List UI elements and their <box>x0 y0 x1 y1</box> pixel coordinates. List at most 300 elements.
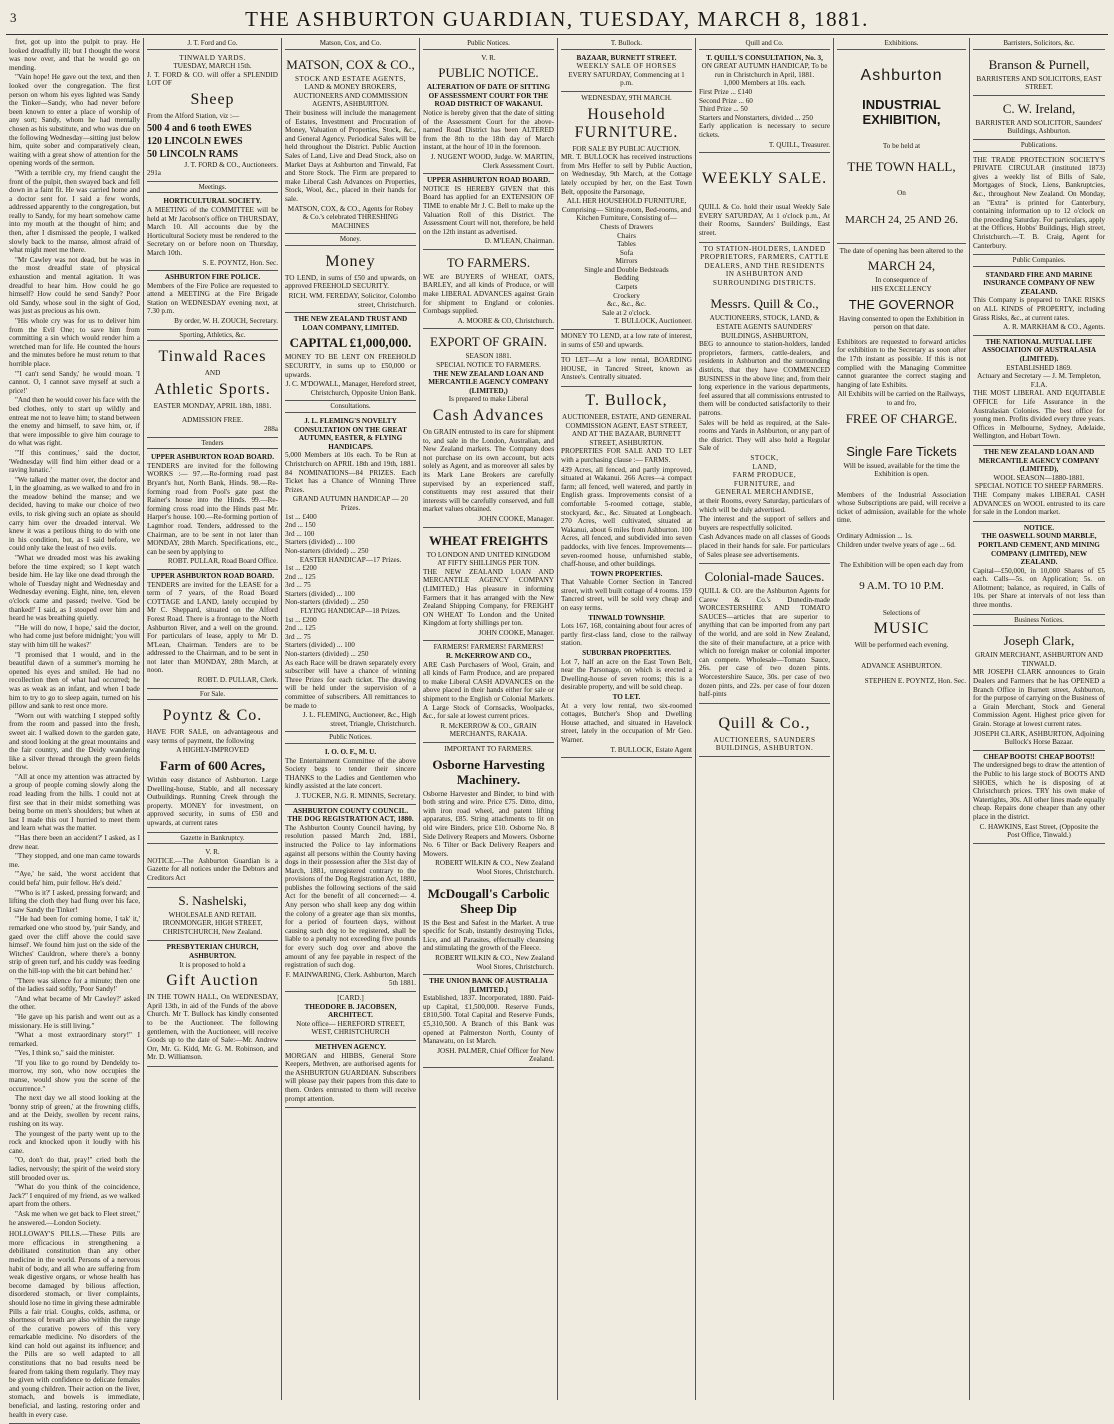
wheat-title: WHEAT FREIGHTS <box>428 532 549 548</box>
quill-consult-ad <box>699 52 830 154</box>
nzloan-title: THE NEW ZEALAND LOAN AND MERCANTILE AGENCY COMPANY (LIMITED,) <box>428 369 549 395</box>
prize-line: 3rd ... 100 <box>285 529 315 538</box>
column-8 <box>970 38 1108 1400</box>
grand-prizes <box>285 513 416 556</box>
road-board-2 <box>147 570 278 689</box>
tolet: TO LET—At a low rental, BOARDING HOUSE, in Tancred Street, known as Anstee's. Centrally situated. <box>561 356 692 382</box>
ireland-title: C. W. Ireland, <box>1002 100 1076 116</box>
osborne-title: Osborne Harvesting Machinery. <box>432 756 545 787</box>
story-paragraph: "'Has there been an accident?' I asked, as I drew near. <box>9 834 140 851</box>
nztrust-title: THE NEW ZEALAND TRUST AND LOAN COMPANY, LIMITED. <box>293 315 408 332</box>
story-paragraph: "What do you think of the coincidence, Jack?" I enquired of my friend, as we walked apart from the others. <box>9 1183 140 1209</box>
mckerrow-title: R. McKERROW AND CO., <box>445 652 532 661</box>
tolet2-body: At a very low rental, two six-roomed cottages, Butcher's Shop and Dwelling House attached, and situated in Havelock street, lately in the occupation of Mr Geo. Warner. <box>561 701 692 744</box>
notices-header-3: Public Notices. <box>285 732 416 744</box>
ford-lot-2: 120 LINCOLN EWES <box>147 135 243 147</box>
nzloan-wool-body: THE Company makes LIBERAL CASH ADVANCES on WOOL entrusted to its care for sale in the London market. <box>973 490 1105 517</box>
bazaar-title: BAZAAR, BURNETT STREET. <box>576 53 677 62</box>
quill-footer-ad <box>699 704 830 757</box>
bullock-title: T. Bullock, <box>585 392 668 409</box>
furniture-item: Chairs <box>617 231 636 240</box>
story-paragraph: "'Aye,' he said, 'the worst accident that could befa' him, puir fellow. He's deid.' <box>9 870 140 887</box>
flying-prizes <box>285 616 416 659</box>
masthead-rule <box>6 34 1108 35</box>
publications-header: Publications. <box>973 140 1105 152</box>
hort-sign: S. E. POYNTZ, Hon. Sec. <box>202 258 278 267</box>
osborne-body: Osborne Harvester and Binder, to bind with both string and wire. Price £75. Ditto, ditto, with iron road wheel, and patent lifting apparatus, £85. String attachments to fit on old wire Binders, price £10. Osborne No. 8 Side Delivery Reapers and Mowers. Osborne No. 6 Tilter or Back Delivery Reapers and Mowers. <box>423 789 554 858</box>
farm-title: Farm of 600 Acres, <box>159 758 266 774</box>
suburban-head: SUBURBAN PROPERTIES. <box>582 649 671 658</box>
rooms: at their Rooms, every Saturday, particulars of which will be duly advertised. <box>699 496 830 514</box>
fleming-body: 5,000 Members at 10s each. To be Run at Christchurch on APRIL 18th and 19th, 1881. 84 NOMINATIONS—84 PRIZES. Each Ticket has a Chance of Winning Three Prizes. <box>285 451 416 494</box>
nztrust-ad <box>285 313 416 401</box>
children-admission: Children under twelve years of age ... 6d. <box>837 540 956 549</box>
methven-title: METHVEN AGENCY. <box>315 1042 386 1051</box>
story-paragraph: "Ask me when we get back to Fleet street," he answered.—London Society. <box>9 1209 140 1227</box>
alter-vr: V. R. <box>481 53 496 62</box>
consented: Having consented to open the Exhibition in person on that date. <box>839 314 964 332</box>
quill-list <box>699 454 830 497</box>
sports-title: Athletic Sports. <box>154 380 271 398</box>
bank-ad <box>423 975 554 1068</box>
quill-consult: T. QUILL'S CONSULTATION, No. 3, <box>706 53 823 62</box>
column-2 <box>144 38 282 1400</box>
exhibition-dates: MARCH 24, 25 AND 26. <box>844 213 959 226</box>
easter-head: EASTER HANDICAP—17 Prizes. <box>299 555 402 564</box>
capital: CAPITAL £1,000,000. <box>289 335 412 351</box>
money-header: Money. <box>285 234 416 246</box>
on-label: On <box>897 189 906 198</box>
marble-body: Capital—£50,000, in 10,000 Shares of £5 each. Calls—5s. on Application; 5s. on Allotment; balance, as required, in Calls of 10s. per Share at intervals of not less than three months. <box>973 566 1105 610</box>
excellency: HIS EXCELLENCY <box>871 284 932 293</box>
exhibition-hours: 9 A.M. TO 10 P.M. <box>859 579 944 592</box>
boots-ad <box>973 751 1105 844</box>
exhibitors-note: Exhibitors are requested to forward articles for exhibition to the Secretary as soon after the 17th instant as possible. If this is not complied with the Managing Committee cannot guarantee the correct staging and hanging of late Exhibits. <box>837 337 966 389</box>
prize-line: Non-starters (divided) ... 250 <box>285 546 369 555</box>
farmers-sign: A. MOORE & CO, Christchurch. <box>457 316 554 325</box>
ford-date: TUESDAY, MARCH 15th. <box>173 62 252 71</box>
grand-head: GRAND AUTUMN HANDICAP — 20 Prizes. <box>292 495 409 512</box>
bullock-sub: AUCTIONEER, ESTATE, AND GENERAL COMMISSION AGENT, EAST STREET, AND AT THE BAZAAR, BURNETT STREET, ASHBURTON. <box>562 413 691 447</box>
advance-ashburton: ADVANCE ASHBURTON. <box>861 662 942 671</box>
holloway-text: HOLLOWAY'S PILLS.—These Pills are more efficacious in strengthening a debilitated constitution than any other medicine in the world. Persons of a nervous habit of body, and all who are suffering from weak digestive organs, or whose health has become damaged by bilious affection, disordered stomach, or liver complaints, should lose no time in giving these admirable Pills a fair trial. Coughs, colds, asthma, or shortness of breath are also within the range of the curative powers of this very remarkable medicine. No disorders of the kind can hold out against its influence; and the Pills are so well adapted to all constitutions that no bad results need be feared from taking them regularly. They may be given with confidence to delicate females and young children. Their action on the liver, stomach, and bowels is immediate, beneficial, and lasting, restoring order and health in every case. <box>9 1230 140 1419</box>
ordinary-admission: Ordinary Admission ... 1s. <box>837 532 913 541</box>
races-title: Tinwald Races <box>158 348 267 366</box>
prize-line: 3rd ... 75 <box>285 581 311 590</box>
moneylend: MONEY TO LEND, at a low rate of interest, in sums of £50 and upwards. <box>561 332 692 349</box>
town-body: That Valuable Corner Section in Tancred street, with well built cottage of 4 rooms. 159 Tancred street, will be sold very cheap and on easy terms. <box>561 578 692 613</box>
matson-sign: MATSON, COX, & CO., Agents for Robey & Co.'s celebrated THRESHING MACHINES <box>287 204 414 230</box>
tinwald-head: TINWALD TOWNSHIP. <box>588 613 665 622</box>
export-ad <box>423 329 554 527</box>
trade-body: THE TRADE PROTECTION SOCIETY'S PRIVATE CIRCULAR (instituted 1873) gives a weekly list of Bills of Sale, Mortgages of Stock, Liens, Bankruptcies, &c., throughout New Zealand. On Monday, an "Extra" is printed for Canterbury, containing information up to 12 o'clock on the preceding Saturday. For particulars, apply at the Offices, Hobbs' Buildings, High street, Christchurch.—T. B. Craig, Agent for Canterbury. <box>973 155 1105 250</box>
ford-lot-1: 500 4 and 6 tooth EWES <box>147 122 252 134</box>
quill-prizes <box>699 88 830 122</box>
money-body: TO LEND, in sums of £50 and upwards, on approved FREEHOLD SECURITY. <box>285 273 416 291</box>
oddf-sign: J. TUCKER, N.G. R. MINNIS, Secretary. <box>295 791 416 800</box>
gazette-ad <box>147 846 278 887</box>
story-paragraph: "We talked the matter over, the doctor and I, in the gloaming, as we walked to and fro in the meadow behind the manse; and we decided, having to make our choice of two evils, to risk giving such an opiate as should carry him over the dreaded interval. We knew it was a perilous thing to do with one in his condition, but, as I said before, we could only take the least of two evils. <box>9 475 140 553</box>
presby-title: PRESBYTERIAN CHURCH, ASHBURTON. <box>166 943 259 960</box>
road2-title: UPPER ASHBURTON ROAD BOARD. <box>150 571 274 580</box>
prepared: Is prepared to make Liberal <box>448 395 529 404</box>
members-note: Members of the Industrial Association whose Subscriptions are paid, will receive a ticket of admission, available for the whole time. <box>837 490 966 525</box>
road1-body: TENDERS are invited for the following WORKS :— 97.—Re-forming road past Bryant's hut, North Bank, Hinds. 98.—Re-forming road from Pool's gate past the Rainer's house into the Hinds. 99.—Re-forming cross road into the Hinds past Mr. Harper's house. 100.—Re-forming portion of Lagmhor road. Tenders, addressed to the Chairman, are to be sent in not later than MONDAY, 28th March. Specifications, etc., can be seen by applying to <box>147 461 278 556</box>
upper-title: UPPER ASHBURTON ROAD BOARD. <box>426 176 550 185</box>
branson-title: Branson & Purnell, <box>988 56 1090 72</box>
bank-sign: JOSH. PALMER, Chief Officer for New Zealand. <box>437 1046 554 1064</box>
barristers-header: Barristers, Solicitors, &c. <box>973 38 1105 50</box>
station-ad <box>699 243 830 565</box>
story-paragraph: "All at once my attention was attracted by a group of people coming slowly along the road leading from the hills. I could not at first see that in their midst something was being borne on men's shoulders; but when at last I made this out I hurried to meet them and learn what was the matter. <box>9 772 140 833</box>
public-notice: PUBLIC NOTICE. <box>438 65 539 81</box>
furniture-item: Tables <box>617 240 636 249</box>
clark-ad <box>973 628 1105 751</box>
single-body: Will be issued, available for the time the Exhibition is open. <box>843 461 960 479</box>
bullock-header: T. Bullock. <box>561 38 692 50</box>
all-her: ALL HER HOUSEHOLD FURNITURE, Comprising— Sitting-room, Bed-rooms, and Kitchen Furniture, Consisting of— <box>561 197 692 223</box>
prize-line: 2nd ... 125 <box>285 624 316 633</box>
story-paragraph: "And what became of Mr Cawley?' asked the other. <box>9 994 140 1012</box>
ford-header: J. T. Ford and Co. <box>147 38 278 50</box>
osborne-sign: ROBERT WILKIN & CO., New Zealand Wool Stores, Christchurch. <box>435 859 554 876</box>
flying-head: FLYING HANDICAP—18 Prizes. <box>300 607 401 616</box>
wheat-sign: JOHN COOKE, Manager. <box>478 628 554 637</box>
messrs-sub: AUCTIONEERS, STOCK, LAND, & ESTATE AGENTS SAUNDERS' BUILDINGS, ASHBURTON, <box>709 314 820 340</box>
story-paragraph: "What we dreaded most was his awaking before the time expired; so I kept watch beside him. He lay like one dead through the whole of Tuesday night and Wednesday and Wednesday evening. Eight, nine, ten, eleven o'clock came and passed; twelve. 'God be thanked!' I said, as I stooped over him and heard he was breathing quietly. <box>9 554 140 623</box>
presby-intro: It is proposed to hold a <box>179 960 246 969</box>
story-paragraph: "'If this continues,' said the doctor, 'Wednesday will find him either dead or a raving lunatic.' <box>9 448 140 475</box>
free-of-charge: FREE OF CHARGE. <box>845 410 958 426</box>
story-paragraph: "Vain hope! He gave out the text, and then looked over the congregation. The first person on whom his eyes lighted was Sandy the Tinker—Sandy, who had never before been known to enter a place of worship of any sort; Sandy, whom he had mentally chosen as his substitute, and who was due on the following Wednesday—sitting just below him, quite sober and comparatively clean, waiting with a great show of attention for the opening words of the sermon. <box>9 73 140 168</box>
forsale: FOR SALE BY PUBLIC AUCTION. <box>572 144 681 153</box>
furniture-item: Bedding <box>614 274 639 283</box>
furniture-item: Mirrors <box>615 257 638 266</box>
story-paragraph: "O, don't do that, pray!" cried both the ladies, nervously; the spirit of the weird story still brooded over us. <box>9 1156 140 1182</box>
column-6 <box>696 38 834 1400</box>
farm-intro: A HIGHLY-IMPROVED <box>176 746 249 755</box>
wheat-body: THE NEW ZEALAND LOAN AND MERCANTILE AGENCY COMPANY (LIMITED,) Has pleasure in informing Farmers that it has arranged with the New Zealand Shipping Company, for FREIGHT ON WHEAT To London and the United Kingdom at forty shillings per ton. <box>423 567 554 628</box>
clark-title: Joseph Clark, <box>1003 633 1075 649</box>
council-title: ASHBURTON COUNTY COUNCIL. THE DOG REGISTRATION ACT, 1880. <box>287 806 414 824</box>
prize-line: Second Prize ... 60 <box>699 96 753 105</box>
clark-sign: JOSEPH CLARK, ASHBURTON, Adjoining Bullock's Horse Bazaar. <box>973 729 1105 747</box>
columns <box>6 38 1108 1419</box>
properties: PROPERTIES FOR SALE AND TO LET with a purchasing clause :— FARMS. <box>561 447 692 464</box>
column-story <box>6 38 144 1419</box>
consult-header: Consultations. <box>285 401 416 413</box>
story-paragraph: "He gave up his parish and went out as a missionary. He is still living." <box>9 1012 140 1030</box>
marble-ad <box>973 522 1105 615</box>
hort-ad <box>147 195 278 271</box>
wheat-ad <box>423 528 554 642</box>
poyntz-ad <box>147 702 278 832</box>
clark-body: MR JOSEPH CLARK announces to Grain Dealers and Farmers that he has OPENED a Branch Office in Burnett street, Ashburton, for the purpose of carrying on the Business of a Grain Merchant, Stock and General Commission Agent. Highest price given for Grain. Storage at lowest current rates. <box>973 668 1105 728</box>
furniture-ad <box>561 92 692 330</box>
furniture-item: Single and Double Bedsteads <box>584 265 669 274</box>
prize-line: Non-starters (divided) ... 250 <box>285 650 369 659</box>
story-paragraph: The next day we all stood looking at the 'bonny strip of green,' at the frowning cliffs, and at the Deidy, swollen by recent rains, rushing on its way. <box>9 1094 140 1129</box>
upper-body: NOTICE IS HEREBY GIVEN that this Board has applied for an EXTENSION OF TIME to enable Mr J. C. Bell to make up the Valuation Roll of this District. The Assessment Court will not, therefore, be held on the 12th instant as advertised. <box>423 184 554 236</box>
nashelski-ad <box>147 888 278 942</box>
sale-item: LAND, <box>752 462 777 471</box>
actuary: Actuary and Secretary — J. M. Templeton, F.I.A. <box>977 372 1101 389</box>
standard-title: STANDARD FIRE AND MARINE INSURANCE COMPANY OF NEW ZEALAND. <box>983 270 1095 296</box>
fire-sign: By order, W. H. ZOUCH, Secretary. <box>174 317 278 326</box>
prize-line: 2nd ... 125 <box>285 572 316 581</box>
bullock-body: MR. T. BULLOCK has received instructions from Mrs Heffer to sell by Public Auction, on Wednesday, 9th March, at the Cottage lately occupied by her, on the East Town Belt, opposite the Parsonage, <box>561 153 692 196</box>
council-sign: F. MAINWARING, Clerk. Ashburton, March 5th 1881. <box>285 970 416 988</box>
story-paragraph: "'I can't send Sandy,' he would moan. 'I cannot. O, I cannot save myself at such a price!' <box>9 369 140 395</box>
nzloan-wool-ad <box>973 446 1105 522</box>
ford-ref: 291a <box>147 169 161 178</box>
cash-sign: JOHN COOKE, Manager. <box>478 514 554 523</box>
matson-title: MATSON, COX & CO., <box>286 56 415 72</box>
quill-members: 1,000 Members at 10s. each. <box>723 79 806 88</box>
mckerrow-ad <box>423 641 554 743</box>
furniture-item: Crockery <box>613 291 640 300</box>
mcdougall-body: IS the Best and Safest in the Market. A true specific for Scab, instantly destroying Ticks, Lice, and all Parasites, effectually cleansing and stimulating the growth of the Fleece. <box>423 918 554 953</box>
story-paragraph: "'He had been for coming home, I tak' it,' remarked one who stood by, 'puir Sandy, and gaed over the cliff above the could save himsel'. We found him just on the side of the Witches' Cauldron, where there's a bonny strip of green turf, and his cuddy was feeding on the hill-top with the bit cart behind her.' <box>9 915 140 975</box>
alteration-ad <box>423 52 554 175</box>
road2-sign: ROBT. D. PULLAR, Clerk. <box>197 676 278 685</box>
story-paragraph: "What a most extraordinary story!" I remarked. <box>9 1031 140 1048</box>
notice-title: NOTICE. <box>1023 523 1055 532</box>
bazaar-ad <box>561 52 692 92</box>
ford-title: TINWALD YARDS. <box>179 53 246 62</box>
poyntz-body: HAVE FOR SALE, on advantageous and easy terms of payment, the following <box>147 728 278 745</box>
exhibitions-header: Exhibitions. <box>837 38 966 50</box>
prize-line: First Prize ... £140 <box>699 87 753 96</box>
ford-ad <box>147 52 278 182</box>
mutual-title: THE NATIONAL MUTUAL LIFE ASSOCIATION OF AUSTRALASIA (LIMITED). <box>981 337 1097 364</box>
sale-at: Sale at 2 o'clock. <box>602 308 651 317</box>
farmers-ad <box>423 250 554 330</box>
matson-body: Their business will include the management of Estates, Investment and Procuration of Money, Valuation of Properties, Stock, &c., and General Agency. Periodical Sales will be held throughout the District. Public Auction Sales of Land, Live and Dead Stock, also on Market Days at Ashburton and Tinwald, Fat and Store Stock. The Firm are prepared to make Liberal Cash Advances on Properties, Stock, Wool, &c., placed in their hands for sale. <box>285 108 416 203</box>
prize-line: Starters (divided) ... 100 <box>285 641 355 650</box>
furniture-item: Chests of Drawers <box>599 222 654 231</box>
industrial-exhibition: INDUSTRIAL EXHIBITION, <box>862 96 941 127</box>
music: MUSIC <box>873 620 930 638</box>
march-24: MARCH 24, <box>867 258 936 274</box>
easter-prizes <box>285 564 416 607</box>
weekly-sale-ad <box>699 153 830 242</box>
bullock-sign: T. BULLOCK, Auctioneer. <box>614 317 692 326</box>
town-hall: THE TOWN HALL, <box>847 159 956 175</box>
furniture-title: Household FURNITURE. <box>574 105 679 141</box>
business-header: Business Notices. <box>973 615 1105 627</box>
mcdougall-title: McDougall's Carbolic Sheep Dip <box>427 885 550 916</box>
jacobsen-body: Note office— HEREFORD STREET, WEST, CHRISTCHURCH <box>296 1019 405 1037</box>
furniture-items <box>561 223 692 309</box>
osborne-ad <box>423 743 554 881</box>
town-head: TOWN PROPERTIES. <box>590 569 663 578</box>
story-paragraph: "'He will do now, I hope,' said the doctor, who had come just before midnight; 'you will stay with him till he wakes?' <box>9 623 140 649</box>
holloway-ad <box>9 1228 140 1424</box>
gift-auction: Gift Auction <box>166 972 259 990</box>
admission-ref: 288a <box>264 425 278 434</box>
tolet2-head: TO LET. <box>612 693 641 701</box>
boots-title: CHEAP BOOTS! CHEAP BOOTS!! <box>983 752 1095 761</box>
prize-line: 3rd ... 75 <box>285 632 311 641</box>
nashelski-body: WHOLESALE AND RETAIL IRONMONGER, HIGH STREET, CHRISTCHURCH, New Zealand. <box>162 910 263 936</box>
nashelski-title: S. Nashelski, <box>178 892 247 908</box>
story-paragraph: "His whole cry was for us to deliver him from the Evil One; to save him from committing a sin which would render him a wretched man for life. He counted the hours and the minutes before he must return to that horrible place. <box>9 317 140 368</box>
fleming-tail: As each Race will be drawn separately every subscriber will have a chance of winning Three Prizes for each ticket. The drawing will be held under the supervision of a committee of subscribers. All remittances to be made to <box>285 658 416 710</box>
prize-line: Non-starters (divided) ... 250 <box>285 598 369 607</box>
mcdougall-ad <box>423 881 554 976</box>
poyntz-title: Poyntz & Co. <box>162 707 263 725</box>
prize-line: 1st ... £200 <box>285 615 317 624</box>
council-ad <box>285 805 416 992</box>
card-label: [CARD.] <box>337 994 364 1002</box>
station-title: TO STATION-HOLDERS, LANDED PROPRIETORS, FARMERS, CATTLE DEALERS, AND THE RESIDENTS IN ASHBURTON AND SURROUNDING DISTRICTS. <box>700 244 829 287</box>
notices-header-4: Public Notices. <box>423 38 554 50</box>
oddfellows-ad <box>285 746 416 805</box>
story-paragraph: "They stopped, and one man came towards me. <box>9 852 140 869</box>
quill-consult-sub: ON GREAT AUTUMN HANDICAP, To be run in Christchurch in April, 1881. <box>701 62 828 79</box>
tolet-ad <box>561 354 692 387</box>
story-paragraph: "There was silence for a minute; then one of the ladies said softly, 'Poor Sandy!' <box>9 976 140 994</box>
mcdougall-sign: ROBERT WILKIN & CO., New Zealand Wool Stores, Christchurch. <box>435 953 554 971</box>
money-title: Money <box>325 252 376 270</box>
jacobsen-title: THEODORE B. JACOBSEN, ARCHITECT. <box>304 1002 397 1020</box>
gazette-vr: V. R. <box>205 848 220 857</box>
farm-body: Within easy distance of Ashburton. Large Dwelling-house, Stable, and all necessary Outbuildings. Running Creek through the property. MONEY for investment, on approved security, in sums of £50 and upwards, at current rates <box>147 776 278 827</box>
ford-sign: J. T. FORD & CO., Auctioneers. <box>184 160 278 169</box>
methven-body: MORGAN and HIBBS, General Store Keepers, Methven, are authorised agents for the ASHBURTON GUARDIAN. Subscribers will please pay their papers from this date to them. Orders entrusted to them will receive prompt attention. <box>285 1051 416 1103</box>
nzloan-wool-title: THE NEW ZEALAND LOAN AND MERCANTILE AGENCY COMPANY (LIMITED), <box>978 447 1100 474</box>
quill-sign: T. QUILL, Treasurer. <box>768 140 830 149</box>
exhibition-sign: STEPHEN E. POYNTZ, Hon. Sec. <box>864 676 966 685</box>
fire-body: Members of the Fire Police are requested to attend a MEETING at the Fire Brigade Station on WEDNESDAY evening next, at 7.30 p.m. <box>147 281 278 316</box>
council-body: The Ashburton County Council having, by resolution passed March 2nd, 1881, instructed the Police to lay informations against all persons within the County having dogs in their possession after the 31st day of March, 1881, unregistered contrary to the provisions of the Dog Registration Act, 1880, publishes the following sections of the said Act for the benefit of all concerned:— 4. Any person who shall keep any dog within the colony of a greater age than six months, for a period of fourteen days, without causing such dog to be registered, shall be liable to a penalty not exceeding five pounds for every such dog over and above the amount of any fee payable in respect of the registration of such dog. <box>285 823 416 970</box>
prize-line: 2nd ... 150 <box>285 521 316 530</box>
sauces-ad <box>699 564 830 704</box>
fire-title: ASHBURTON FIRE POLICE. <box>164 273 261 282</box>
presby-ad <box>147 941 278 1067</box>
alter-title: ALTERATION OF DATE OF SITTING OF ASSESSMENT COURT FOR THE ROAD DISTRICT OF WAKANUI. <box>426 83 551 109</box>
performed: Will be performed each evening. <box>854 641 949 650</box>
hort-body: A MEETING of the COMMITTEE will be held at Mr Jacobson's office on THURSDAY, March 10. All accounts due by the Horticultural Society must be rendered to the Secretary on or before noon on Thursday, March 10th. <box>147 205 278 257</box>
alter-body: Notice is hereby given that the date of sitting of the Assessment Court for the above-named Road District has been ALTERED from the 8th to the 18th day of March instant, at the hour of 10 in the forenoon. <box>423 108 554 152</box>
jacobsen-ad <box>285 992 416 1041</box>
bank-body: Established, 1837. Incorporated, 1880. Paid-up Capital, £1,500,000. Reserve Funds, £810,500. Total Capital and Reserve Funds, £5,310,500. A Branch of this Bank was opened at Palmerston North, County of Manawatu, on 1st March. <box>423 994 554 1046</box>
admission: ADMISSION FREE. <box>181 416 244 425</box>
mutual-ad <box>973 336 1105 446</box>
exhibition-town: Ashburton <box>860 66 943 84</box>
farmers3: FARMERS! FARMERS! FARMERS! <box>433 643 544 652</box>
furniture-item: Carpets <box>615 283 638 292</box>
single-fare: Single Fare Tickets <box>846 443 957 459</box>
matson-sub: STOCK AND ESTATE AGENTS, <box>294 74 407 83</box>
gazette-body: NOTICE.—The Ashburton Guardian is a Gazette for all notices under the Debtors and Creditors Act <box>147 856 278 882</box>
sale-header: For Sale. <box>147 689 278 701</box>
ford-station: From the Alford Station, viz :— <box>147 111 240 120</box>
wheat-sub: TO LONDON AND UNITED KINGDOM AT FIFTY SHILLINGS PER TON. <box>426 550 551 568</box>
prize-line: 1st ... £200 <box>285 564 317 573</box>
farms-body: 439 Acres, all fenced, and partly improved, situated at Wakanui. 266 Acres—a compact farm; all fenced, well watered, and partly in English grass. Improvements consist of a comfortable 5-roomed cottage, stable, stockyard, &c., &c. Situated at Longbeach. 270 Acres, well cultivated, situated at Wakanui, about 6 miles from Ashburton. 100 Acres, all fenced, and subdivided into seven paddocks, with live fences. Improvements—seven-roomed house, unfurnished stable, chaff-house, and other buildings. <box>561 465 692 569</box>
special-notice: SPECIAL NOTICE TO FARMERS. <box>436 361 541 370</box>
story-paragraph: "And then he would cover his face with the bed clothes, only to start up wildly and entreat me not to leave him; to stand between the enemy and himself, to save him, or, if that were impossible to give him courage to do what was right. <box>9 396 140 448</box>
cash-advances: Cash Advances <box>432 407 545 424</box>
standard-body: This Company is prepared to TAKE RISKS on ALL KINDS of PROPERTY, including Grass Risks, &c., at current rates. <box>973 296 1105 322</box>
prize-line: Starters (divided) ... 100 <box>285 589 355 598</box>
money-ad <box>285 248 416 313</box>
ford-lot-3: 50 LINCOLN RAMS <box>147 148 239 160</box>
meetings-header: Meetings. <box>147 182 278 194</box>
upper-ad <box>423 174 554 250</box>
weekly-body: QUILL & Co. hold their usual Weekly Sale EVERY SATURDAY, At 1 o'clock p.m., At their Rooms, Saunders' Buildings, East street. <box>699 203 830 237</box>
companies-header: Public Companies. <box>973 255 1105 267</box>
established: ESTABLISHED 1869. <box>1006 363 1072 372</box>
story-paragraph: "Mr Cawley was not dead, but he was in the most dreadful state of physical exhaustion and mental agitation. It was dreadful to hear him. How could he go himself? How could he send Sandy? Poor old Sandy, whose soul in the sight of God, was just as precious as his own. <box>9 255 140 316</box>
quill-footer-title: Quill & Co., <box>718 714 811 732</box>
boots-sign: C. HAWKINS, East Street, (Opposite the Post Office, Tinwald.) <box>979 822 1099 840</box>
opening-altered: The date of opening has been altered to the <box>837 243 966 256</box>
newspaper-title: THE ASHBURTON GUARDIAN, TUESDAY, MARCH 8, 1881. <box>245 7 869 31</box>
matson-ad <box>285 52 416 235</box>
story-paragraph: fret, got up into the pulpit to pray. He looked dreadfully ill; but I thought the worst was now over, and that he would go on mending. <box>9 38 140 72</box>
carried: All Exhibits will be carried on the Railways, to and fro, <box>837 390 966 407</box>
trade-ad <box>973 154 1105 256</box>
season: SEASON 1881. <box>465 352 512 361</box>
sauces-title: Colonial-made Sauces. <box>704 569 825 585</box>
story-text <box>9 38 140 1227</box>
races-and: AND <box>204 369 221 378</box>
sale-item: GENERAL MERCHANDISE, <box>715 488 814 497</box>
story-paragraph: The youngest of the party went up to the rock and knocked upon it loudly with his cane. <box>9 1129 140 1155</box>
to-be-held: To be held at <box>882 141 921 150</box>
prize-line: 1st ... £400 <box>285 512 317 521</box>
bullock-sign-2: T. BULLOCK, Estate Agent <box>610 745 692 754</box>
road1-sign: ROBT. PULLAR, Road Board Office. <box>167 557 278 566</box>
column-3 <box>282 38 420 1400</box>
sale-item: STOCK, <box>750 453 779 462</box>
branson-ad <box>973 52 1105 96</box>
mckerrow-body: ARE Cash Purchasers of Wool, Grain, and all kinds of Farm Produce, and are prepared to make Liberal CASH ADVANCES on the above placed in their hands either for sale or shipment to the English or Colonial Markets. A Large Stock of Cornsacks, Woolpacks, &c., for sale at lowest current prices. <box>423 660 554 721</box>
sales-body: Sales will be held as required, at the Sale-rooms and Yards in Ashburton, or any part of the district. They will also hold a Regular Sale of <box>699 418 830 453</box>
presby-body: IN THE TOWN HALL, On WEDNESDAY, April 13th, in aid of the Funds of the above Church. Mr T. Bullock has kindly consented to be the Auctioneer. The following gentlemen, with the Auctioneer, will receive Goods up to the date of Sale:—Mr. Andrew Orr, Mr. G. Kidd, Mr. G. M. Robinson, and Mr. D. Williamson. <box>147 993 278 1062</box>
races-date: EASTER MONDAY, APRIL 18th, 1881. <box>153 401 272 410</box>
important: IMPORTANT TO FARMERS. <box>444 745 533 753</box>
fleming-ad <box>285 415 416 732</box>
furniture-item: Sofa <box>619 248 634 257</box>
methven-ad <box>285 1041 416 1108</box>
bank-title: THE UNION BANK OF AUSTRALIA [LIMITED.] <box>429 977 548 994</box>
fleming-sign: J. L. FLEMING, Auctioneer, &c., High street, Triangle, Christchurch. <box>302 711 416 728</box>
sale-item: FARM PRODUCE, <box>732 471 797 480</box>
cash-body: On GRAIN entrusted to its care for shipment to, and sale in the London, Australian, and New Zealand markets. The Company does not purchase on its own account, but acts solely as Agent, and as moreover all sales by its Mark Lane Brokers are carefully supervised by an experienced staff, constituents may rest assured that their interests will be carefully conserved, and full market values obtained. <box>423 428 554 514</box>
quill-header: Quill and Co. <box>699 38 830 50</box>
races-ad <box>147 343 278 437</box>
money-sign: RICH. WM. FEREDAY, Solicitor, Colombo street, Christchurch. <box>288 292 416 309</box>
road-board-1 <box>147 451 278 570</box>
road2-body: TENDERS are invited for the LEASE for a term of 7 years, of the Road Board COTTAGE and LAND, lately occupied by Mr C. Sheppard, situated on the Alford Forest Road. There is a frontage to the North Ashburton River, and a well on the ground. For particulars of lease, apply to Mr D. M'Lean, Chairman. Tenders are to be addressed to the Chairman, and to be sent in not later than MONDAY, 28th March, at noon. <box>147 580 278 675</box>
standard-ad <box>973 269 1105 336</box>
suburban-body: Lot 7, half an acre on the East Town Belt, near the Parsonage, on which is erected a Dwelling-house of seven rooms; this is a desirable property, and will be sold cheap. <box>561 657 692 692</box>
road1-title: UPPER ASHBURTON ROAD BOARD. <box>150 453 274 462</box>
sheep-farmers: SPECIAL NOTICE TO SHEEP FARMERS. <box>974 482 1104 491</box>
clark-sub: GRAIN MERCHANT, ASHBURTON AND TINWALD. <box>975 651 1103 668</box>
hort-title: HORTICULTURAL SOCIETY. <box>163 197 262 206</box>
messrs-body: BEG to announce to station-holders, landed proprietors, farmers, cattle-dealers, and residents in Ashburton and the surrounding districts, that they have COMMENCED BUSINESS in the above line; and, from their long experience in the various departments, feel assured that all commissions entrusted to them will be conducted satisfactorily to their patrons. <box>699 340 830 417</box>
oddf-title: I. O. O. F., M. U. <box>324 747 377 756</box>
cash: Cash Advances made on all classes of Goods placed in their hands for sale. For particulars of Sales please see advertisements. <box>699 533 830 559</box>
quill-early: Early application is necessary to secure tickets. <box>699 122 830 139</box>
wool-season: WOOL SEASON—1880-1881. <box>993 473 1085 482</box>
fleming-title: J. L. FLEMING'S NOVELTY CONSULTATION ON THE GREAT AUTUMN, EASTER, & FLYING HANDICAPS. <box>294 417 407 451</box>
